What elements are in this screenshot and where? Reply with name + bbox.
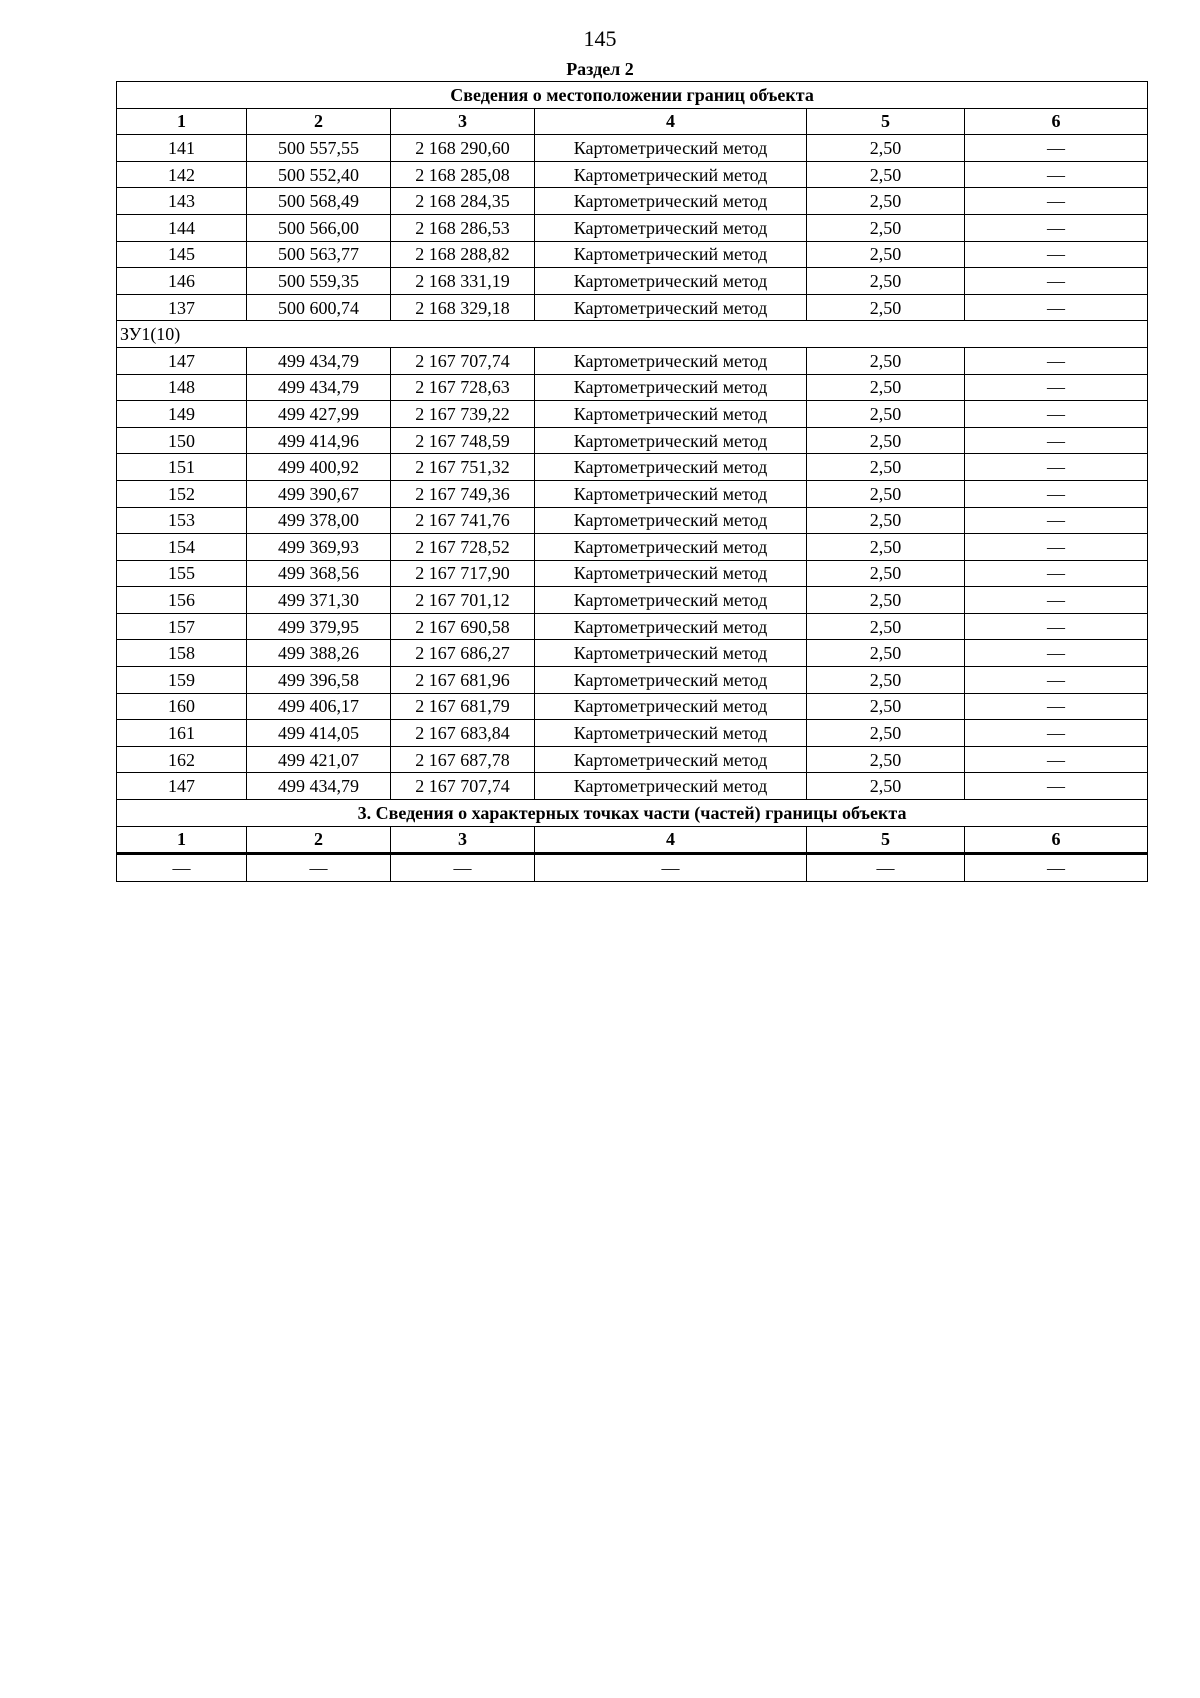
table-cell: 500 559,35: [247, 268, 391, 295]
table-cell: 2 167 681,96: [391, 667, 535, 694]
table-cell: Картометрический метод: [535, 401, 807, 428]
table-cell: —: [965, 188, 1148, 215]
table-cell: 2,50: [807, 401, 965, 428]
table-cell: 499 434,79: [247, 374, 391, 401]
column-number: 6: [965, 826, 1148, 854]
table-cell: 2 167 690,58: [391, 613, 535, 640]
table-cell: 499 390,67: [247, 480, 391, 507]
table-cell: Картометрический метод: [535, 294, 807, 321]
table-cell: 141: [117, 135, 247, 162]
table-cell: 499 378,00: [247, 507, 391, 534]
table-cell: 499 369,93: [247, 534, 391, 561]
table-cell: 2 167 749,36: [391, 480, 535, 507]
table-cell: —: [965, 347, 1148, 374]
column-number: 3: [391, 826, 535, 854]
table-cell: 162: [117, 746, 247, 773]
table-cell: —: [965, 613, 1148, 640]
table-cell: 499 414,96: [247, 427, 391, 454]
column-number: 4: [535, 826, 807, 854]
table-row: [117, 560, 1148, 587]
table-row: [117, 720, 1148, 747]
table-row: [117, 268, 1148, 295]
table-cell: 499 421,07: [247, 746, 391, 773]
table-cell: 499 371,30: [247, 587, 391, 614]
table-cell: Картометрический метод: [535, 746, 807, 773]
table-row: [117, 613, 1148, 640]
table-cell: Картометрический метод: [535, 480, 807, 507]
table-cell: 2 167 701,12: [391, 587, 535, 614]
table-cell: 151: [117, 454, 247, 481]
table-cell: —: [965, 214, 1148, 241]
table-cell: 150: [117, 427, 247, 454]
boundary-table: [116, 81, 1148, 882]
table-cell: 2 167 683,84: [391, 720, 535, 747]
table-row: [117, 746, 1148, 773]
table-row: [117, 854, 1148, 882]
table-cell: Картометрический метод: [535, 268, 807, 295]
table-cell: —: [965, 667, 1148, 694]
table-cell: 147: [117, 347, 247, 374]
table-cell: —: [965, 241, 1148, 268]
table-row: [117, 534, 1148, 561]
table-cell: Картометрический метод: [535, 667, 807, 694]
table-cell: 2 167 686,27: [391, 640, 535, 667]
table-cell: 499 400,92: [247, 454, 391, 481]
table-cell: 158: [117, 640, 247, 667]
table-cell: Картометрический метод: [535, 507, 807, 534]
table-cell: 2 167 687,78: [391, 746, 535, 773]
table-cell: 2,50: [807, 214, 965, 241]
table-cell: —: [965, 746, 1148, 773]
table-cell: 2,50: [807, 613, 965, 640]
table-cell: 2 167 728,63: [391, 374, 535, 401]
table-cell: 2 167 748,59: [391, 427, 535, 454]
table-cell: 2 168 286,53: [391, 214, 535, 241]
table-row: [117, 454, 1148, 481]
table-cell: 2,50: [807, 720, 965, 747]
table-row: [117, 587, 1148, 614]
table-cell: 2 167 751,32: [391, 454, 535, 481]
column-number-row: [117, 108, 1148, 135]
group-label-row: [117, 321, 1148, 348]
table-cell: Картометрический метод: [535, 720, 807, 747]
table-cell: 2,50: [807, 374, 965, 401]
table-cell: 148: [117, 374, 247, 401]
table-cell: Картометрический метод: [535, 188, 807, 215]
table-row: [117, 188, 1148, 215]
section3-title-row: [117, 800, 1148, 827]
table-cell: 2,50: [807, 587, 965, 614]
table-row: [117, 135, 1148, 162]
table-cell: 2 168 331,19: [391, 268, 535, 295]
table-cell: Картометрический метод: [535, 241, 807, 268]
table-row: [117, 347, 1148, 374]
table-cell: 499 434,79: [247, 773, 391, 800]
table-cell: —: [391, 854, 535, 882]
table-cell: 2,50: [807, 746, 965, 773]
table-cell: 143: [117, 188, 247, 215]
table-row: [117, 773, 1148, 800]
table-cell: Картометрический метод: [535, 161, 807, 188]
group-label: ЗУ1(10): [117, 321, 1148, 348]
table-cell: 500 568,49: [247, 188, 391, 215]
table-cell: Картометрический метод: [535, 613, 807, 640]
table-cell: 499 427,99: [247, 401, 391, 428]
table-cell: —: [965, 587, 1148, 614]
table-cell: —: [117, 854, 247, 882]
table-cell: 2,50: [807, 773, 965, 800]
table-cell: 2,50: [807, 268, 965, 295]
column-number: 2: [247, 826, 391, 854]
table-cell: 137: [117, 294, 247, 321]
column-number-row: [117, 826, 1148, 854]
table-cell: 499 379,95: [247, 613, 391, 640]
table-cell: 2,50: [807, 480, 965, 507]
table-cell: 2,50: [807, 454, 965, 481]
table-cell: 2 168 284,35: [391, 188, 535, 215]
table-cell: 2,50: [807, 534, 965, 561]
table-cell: 2,50: [807, 241, 965, 268]
table-cell: 2 167 741,76: [391, 507, 535, 534]
table-cell: 2 168 290,60: [391, 135, 535, 162]
page-number: 145: [583, 26, 617, 51]
table-row: [117, 241, 1148, 268]
table-cell: Картометрический метод: [535, 347, 807, 374]
table-row: [117, 401, 1148, 428]
table-cell: 161: [117, 720, 247, 747]
table-cell: Картометрический метод: [535, 587, 807, 614]
table-cell: —: [965, 560, 1148, 587]
table-cell: —: [807, 854, 965, 882]
table-cell: Картометрический метод: [535, 214, 807, 241]
table-cell: 499 388,26: [247, 640, 391, 667]
table-cell: 499 406,17: [247, 693, 391, 720]
table-cell: 2 167 681,79: [391, 693, 535, 720]
table-cell: Картометрический метод: [535, 693, 807, 720]
table-row: [117, 693, 1148, 720]
table-cell: 500 552,40: [247, 161, 391, 188]
table-cell: 499 368,56: [247, 560, 391, 587]
table-cell: 156: [117, 587, 247, 614]
table-cell: 500 557,55: [247, 135, 391, 162]
table-cell: 2 167 707,74: [391, 347, 535, 374]
table-cell: Картометрический метод: [535, 374, 807, 401]
table-cell: 2,50: [807, 161, 965, 188]
table-cell: —: [965, 773, 1148, 800]
table-cell: 2 167 728,52: [391, 534, 535, 561]
table-row: [117, 480, 1148, 507]
table-cell: 2,50: [807, 135, 965, 162]
table-cell: —: [965, 427, 1148, 454]
table-cell: 499 396,58: [247, 667, 391, 694]
table-row: [117, 640, 1148, 667]
table-cell: —: [965, 534, 1148, 561]
table-cell: —: [965, 401, 1148, 428]
table-cell: 2,50: [807, 667, 965, 694]
table-cell: 153: [117, 507, 247, 534]
table-cell: —: [965, 693, 1148, 720]
table-cell: —: [247, 854, 391, 882]
table-cell: 499 414,05: [247, 720, 391, 747]
table-row: [117, 667, 1148, 694]
table-cell: 2 167 707,74: [391, 773, 535, 800]
table-cell: 2,50: [807, 294, 965, 321]
table-cell: 152: [117, 480, 247, 507]
table-cell: 500 600,74: [247, 294, 391, 321]
column-number: 5: [807, 108, 965, 135]
table-cell: —: [965, 161, 1148, 188]
table-cell: 500 563,77: [247, 241, 391, 268]
table-cell: —: [965, 454, 1148, 481]
table-row: [117, 507, 1148, 534]
table-cell: 146: [117, 268, 247, 295]
column-number: 2: [247, 108, 391, 135]
table-cell: 2,50: [807, 693, 965, 720]
table-row: [117, 294, 1148, 321]
table-cell: —: [965, 480, 1148, 507]
column-number: 1: [117, 108, 247, 135]
table-cell: —: [965, 268, 1148, 295]
table-cell: 145: [117, 241, 247, 268]
table-cell: 2 168 329,18: [391, 294, 535, 321]
table-cell: 499 434,79: [247, 347, 391, 374]
table-cell: 2 168 288,82: [391, 241, 535, 268]
table-cell: 500 566,00: [247, 214, 391, 241]
table-cell: 2 168 285,08: [391, 161, 535, 188]
table-cell: 2,50: [807, 347, 965, 374]
table-cell: 160: [117, 693, 247, 720]
table-cell: Картометрический метод: [535, 640, 807, 667]
table-cell: 2,50: [807, 560, 965, 587]
table-cell: —: [965, 640, 1148, 667]
section3-title: 3. Сведения о характерных точках части (частей) границы объекта: [117, 800, 1148, 827]
table-cell: 159: [117, 667, 247, 694]
column-number: 1: [117, 826, 247, 854]
table-cell: 154: [117, 534, 247, 561]
table-cell: 155: [117, 560, 247, 587]
table-row: [117, 427, 1148, 454]
table-row: [117, 214, 1148, 241]
column-number: 6: [965, 108, 1148, 135]
column-number: 3: [391, 108, 535, 135]
table-cell: 149: [117, 401, 247, 428]
table-cell: Картометрический метод: [535, 135, 807, 162]
table-cell: 2,50: [807, 640, 965, 667]
table-cell: —: [535, 854, 807, 882]
table-cell: —: [965, 135, 1148, 162]
table-cell: Картометрический метод: [535, 560, 807, 587]
table-cell: 2 167 717,90: [391, 560, 535, 587]
table-cell: —: [965, 294, 1148, 321]
section-title: Раздел 2: [566, 59, 634, 79]
table-cell: Картометрический метод: [535, 427, 807, 454]
table-cell: —: [965, 854, 1148, 882]
table-cell: 2 167 739,22: [391, 401, 535, 428]
table-cell: 2,50: [807, 507, 965, 534]
table-cell: 2,50: [807, 188, 965, 215]
table-cell: 144: [117, 214, 247, 241]
table-cell: Картометрический метод: [535, 534, 807, 561]
boundary-table-body: [117, 82, 1148, 882]
table-title: Сведения о местоположении границ объекта: [117, 82, 1148, 109]
table-cell: —: [965, 374, 1148, 401]
table-cell: Картометрический метод: [535, 773, 807, 800]
table-row: [117, 161, 1148, 188]
table-cell: —: [965, 507, 1148, 534]
table-cell: 157: [117, 613, 247, 640]
table-cell: 142: [117, 161, 247, 188]
column-number: 4: [535, 108, 807, 135]
table-cell: Картометрический метод: [535, 454, 807, 481]
table-cell: —: [965, 720, 1148, 747]
table-row: [117, 374, 1148, 401]
table-cell: 147: [117, 773, 247, 800]
table-cell: 2,50: [807, 427, 965, 454]
column-number: 5: [807, 826, 965, 854]
table-title-row: [117, 82, 1148, 109]
